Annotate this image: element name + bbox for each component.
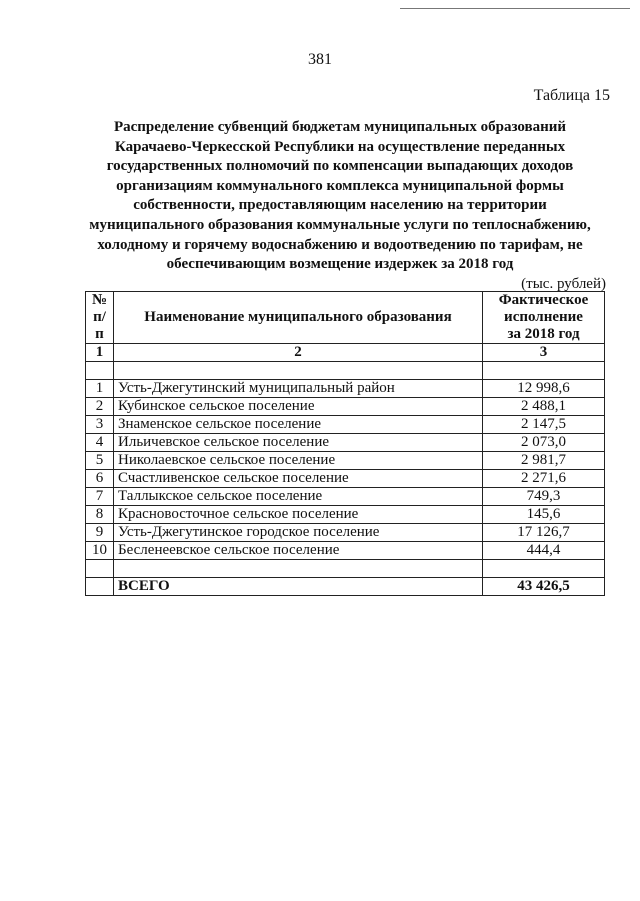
row-number: 7 [86, 488, 114, 506]
table-row [86, 452, 605, 470]
table-row [86, 524, 605, 542]
title-line: собственности, предоставляющим населению на территории [133, 197, 547, 214]
header-name: Наименование муниципального образования [114, 292, 483, 344]
table-row [86, 434, 605, 452]
row-number: 1 [86, 380, 114, 398]
title-line: обеспечивающим возмещение издержек за 2018 год [166, 256, 514, 273]
header-value-line1: Фактическое [498, 292, 589, 308]
total-value: 43 426,5 [483, 578, 605, 596]
column-number: 1 [86, 344, 114, 362]
table-row [86, 470, 605, 488]
row-value: 145,6 [483, 506, 605, 524]
row-value: 2 073,0 [483, 434, 605, 452]
title-line: холодному и горячему водоснабжению и водоотведению по тарифам, не [97, 236, 583, 253]
table-header-row [86, 292, 605, 344]
total-row [86, 578, 605, 596]
title-line: Распределение субвенций бюджетам муниципальных образований [113, 119, 567, 135]
row-value: 12 998,6 [483, 380, 605, 398]
header-value-line2: исполнение [504, 309, 583, 325]
row-number: 10 [86, 542, 114, 560]
table-row [86, 488, 605, 506]
table-row [86, 380, 605, 398]
row-name: Красновосточное сельское поселение [114, 506, 483, 524]
row-number: 6 [86, 470, 114, 488]
scan-edge-line [400, 8, 630, 9]
row-value: 17 126,7 [483, 524, 605, 542]
header-num [86, 292, 114, 344]
row-value: 2 147,5 [483, 416, 605, 434]
row-value: 749,3 [483, 488, 605, 506]
column-number-row [86, 344, 605, 362]
title-line: организациям коммунального комплекса муниципальной формы [116, 177, 564, 194]
empty-row [86, 560, 605, 578]
subvention-table [85, 291, 605, 596]
row-name: Ильичевское сельское поселение [114, 434, 483, 452]
row-name: Бесленеевское сельское поселение [114, 542, 483, 560]
empty-row [86, 362, 605, 380]
total-label: ВСЕГО [114, 578, 483, 596]
page-number: 381 [308, 51, 332, 68]
table-row [86, 506, 605, 524]
row-name: Усть-Джегутинское городское поселение [114, 524, 483, 542]
row-name: Счастливенское сельское поселение [114, 470, 483, 488]
row-name: Николаевское сельское поселение [114, 452, 483, 470]
row-name: Усть-Джегутинский муниципальный район [114, 380, 483, 398]
header-num-line1: № [91, 292, 108, 308]
header-value [483, 292, 605, 344]
row-number: 5 [86, 452, 114, 470]
table-label: Таблица 15 [533, 87, 610, 104]
row-value: 2 271,6 [483, 470, 605, 488]
table-row [86, 542, 605, 560]
row-name: Кубинское сельское поселение [114, 398, 483, 416]
row-number: 8 [86, 506, 114, 524]
table-row [86, 416, 605, 434]
header-value-line3: за 2018 год [507, 326, 580, 342]
column-number: 3 [483, 344, 605, 362]
title-line: муниципального образования коммунальные услуги по теплоснабжению, [89, 216, 591, 233]
row-value: 2 488,1 [483, 398, 605, 416]
document-title [80, 118, 600, 275]
row-number: 3 [86, 416, 114, 434]
row-value: 2 981,7 [483, 452, 605, 470]
header-num-line2: п/п [93, 309, 106, 342]
table-row [86, 398, 605, 416]
row-name: Таллыкское сельское поселение [114, 488, 483, 506]
row-number: 4 [86, 434, 114, 452]
row-name: Знаменское сельское поселение [114, 416, 483, 434]
title-line: Карачаево-Черкесской Республики на осуществление переданных [114, 138, 566, 155]
title-line: государственных полномочий по компенсации выпадающих доходов [106, 158, 574, 175]
row-value: 444,4 [483, 542, 605, 560]
column-number: 2 [114, 344, 483, 362]
units-label: (тыс. рублей) [521, 276, 606, 292]
row-number: 9 [86, 524, 114, 542]
row-number: 2 [86, 398, 114, 416]
